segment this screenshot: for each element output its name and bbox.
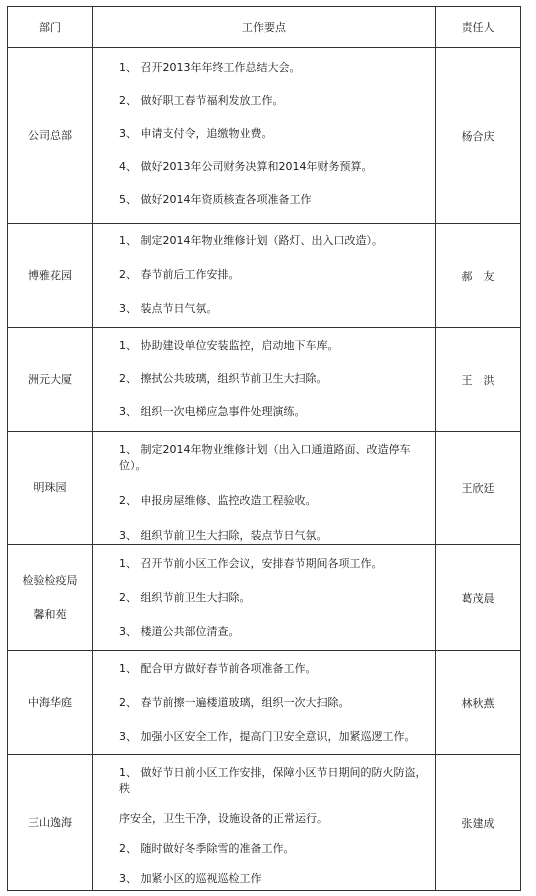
table-row (8, 545, 521, 651)
person-cell: 王 洪 (436, 328, 521, 432)
task-item: 3、 组织一次电梯应急事件处理演练。 (119, 405, 306, 418)
task-item: 2、 随时做好冬季除雪的准备工作。 (119, 842, 295, 855)
dept-name: 三山逸海 (28, 815, 72, 829)
task-item: 3、 装点节日气氛。 (119, 302, 218, 315)
dept-cell (8, 432, 93, 545)
task-item: 2、 春节前擦一遍楼道玻璃，组织一次大扫除。 (119, 696, 350, 709)
table-row (8, 651, 521, 755)
work-plan-table (7, 6, 521, 891)
task-item: 2、 做好职工春节福利发放工作。 (119, 94, 284, 107)
tasks-cell (93, 545, 436, 651)
tasks-cell (93, 48, 436, 224)
tasks-cell (93, 755, 436, 891)
table-row (8, 432, 521, 545)
task-item: 3、 组织节前卫生大扫除，装点节日气氛。 (119, 529, 328, 542)
task-item: 5、 做好2014年资质核查各项准备工作 (119, 193, 312, 206)
dept-name: 明珠园 (33, 481, 67, 494)
task-item: 4、 做好2013年公司财务决算和2014年财务预算。 (119, 160, 373, 173)
dept-cell (8, 545, 93, 651)
table-row (8, 48, 521, 224)
task-item: 2、 春节前后工作安排。 (119, 268, 240, 281)
tasks-cell (93, 224, 436, 328)
task-item: 1、 召开节前小区工作会议，安排春节期间各项工作。 (119, 557, 383, 570)
task-item: 1、 协助建设单位安装监控，启动地下车库。 (119, 339, 339, 352)
task-item: 3、 加紧小区的巡视巡检工作 (119, 872, 262, 885)
dept-cell (8, 48, 93, 224)
header-tasks: 工作要点 (93, 7, 436, 48)
task-item: 3、 楼道公共部位清查。 (119, 625, 240, 638)
person-cell: 葛茂晨 (436, 545, 521, 651)
table-row (8, 224, 521, 328)
table-row (8, 328, 521, 432)
task-item: 1、 配合甲方做好春节前各项准备工作。 (119, 662, 317, 675)
header-row (8, 7, 521, 48)
task-item: 2、 擦拭公共玻璃，组织节前卫生大扫除。 (119, 372, 328, 385)
person-cell: 王欣廷 (436, 432, 521, 545)
person-cell: 张建成 (436, 755, 521, 891)
task-item: 1、 制定2014年物业维修计划（出入口通道路面、改造停车位）。 (119, 443, 411, 472)
tasks-cell (93, 328, 436, 432)
table-row (8, 755, 521, 891)
tasks-cell (93, 651, 436, 755)
dept-name: 检验检疫局 (22, 573, 78, 587)
task-line: 序安全，卫生干净，设施设备的正常运行。 (119, 812, 328, 825)
dept-name: 中海华庭 (28, 695, 72, 709)
dept-name: 馨和苑 (33, 607, 67, 621)
dept-cell (8, 651, 93, 755)
task-item: 3、 申请支付令，追缴物业费。 (119, 127, 273, 140)
dept-cell (8, 328, 93, 432)
dept-name: 博雅花园 (28, 268, 72, 282)
tasks-cell (93, 432, 436, 545)
dept-name: 公司总部 (28, 128, 72, 142)
task-item: 2、 组织节前卫生大扫除。 (119, 591, 251, 604)
person-cell: 林秋燕 (436, 651, 521, 755)
person-cell: 杨合庆 (436, 48, 521, 224)
task-item: 3、 加强小区安全工作，提高门卫安全意识，加紧巡逻工作。 (119, 730, 416, 743)
dept-name: 洲元大厦 (28, 372, 72, 386)
task-item: 2、 申报房屋维修、监控改造工程验收。 (119, 494, 317, 507)
task-item (93, 765, 435, 827)
person-cell: 郝 友 (436, 224, 521, 328)
task-line: 1、 做好节日前小区工作安排，保障小区节日期间的防火防盗，秩 (119, 766, 427, 795)
header-dept: 部门 (8, 7, 93, 48)
task-item: 1、 制定2014年物业维修计划（路灯、出入口改造）。 (119, 234, 383, 247)
task-item: 1、 召开2013年年终工作总结大会。 (119, 61, 301, 74)
dept-cell (8, 755, 93, 891)
header-person: 责任人 (436, 7, 521, 48)
dept-cell (8, 224, 93, 328)
